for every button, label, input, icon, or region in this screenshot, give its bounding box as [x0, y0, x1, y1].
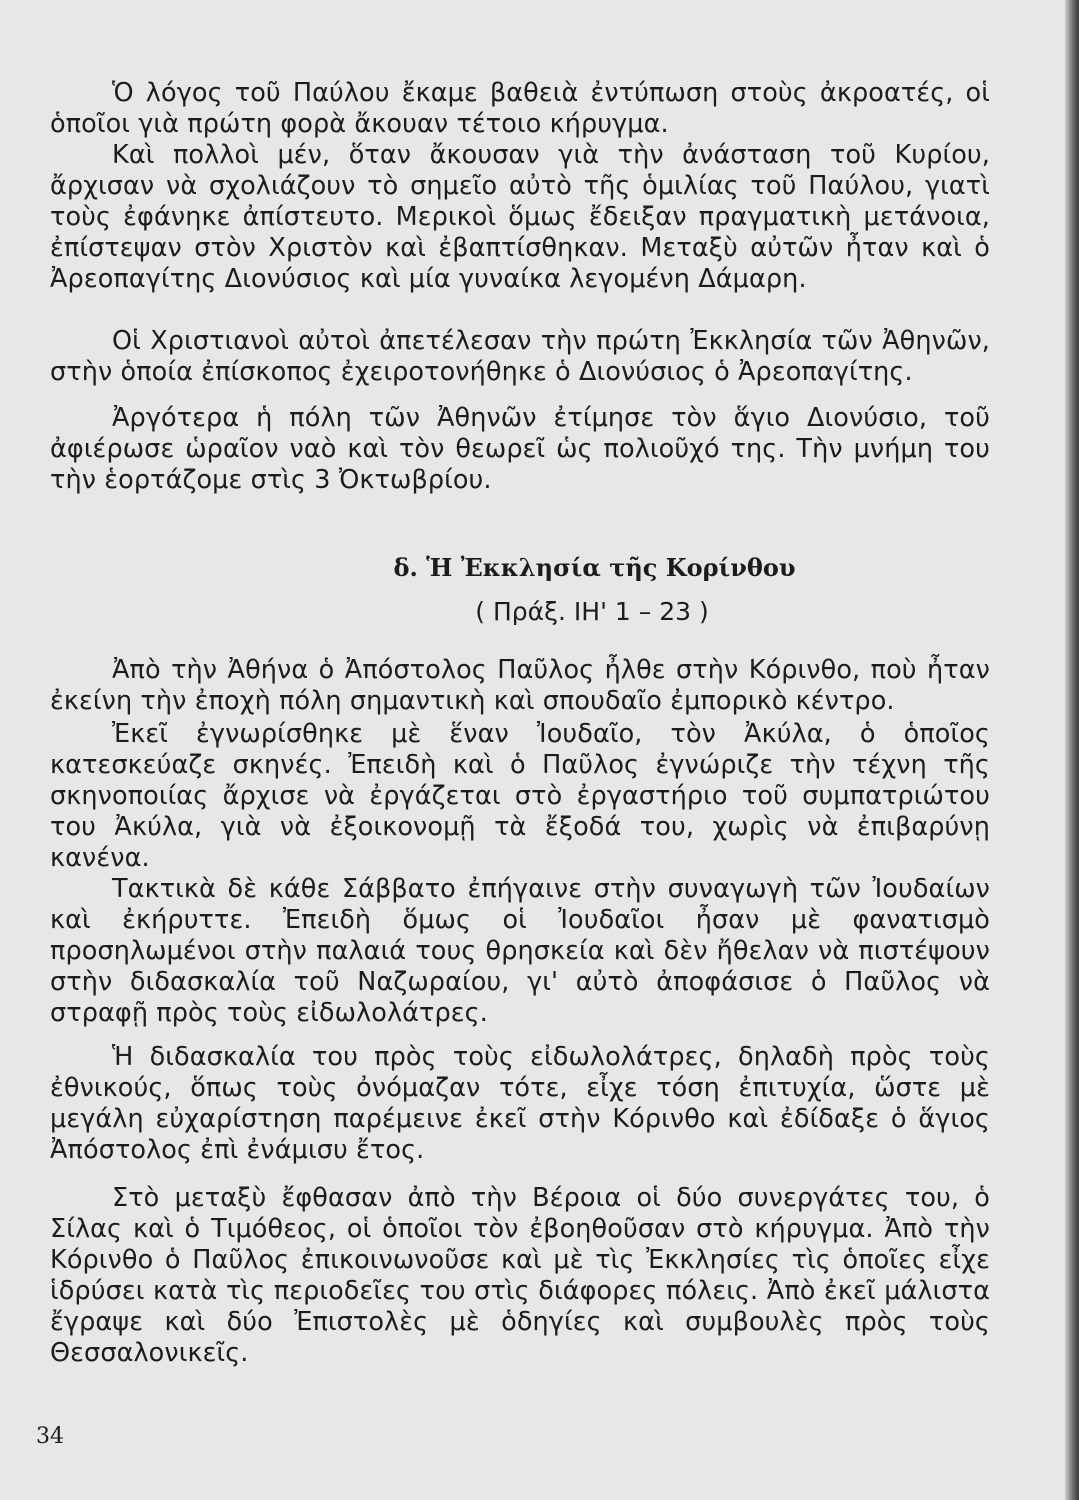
- section-title: δ. Ἡ Ἐκκλησία τῆς Κορίνθου: [393, 553, 796, 582]
- paragraph-8: Ἡ διδασκαλία του πρὸς τοὺς εἰδωλολάτρες, δηλαδὴ πρὸς τοὺς ἐθνικούς, ὅπως τοὺς ὀνόμαζαν τότε, εἶχε τόση ἐπιτυχία, ὥστε μὲ μεγάλη εὐχαρίστηση παρέμεινε ἐκεῖ στὴν Κόρινθο καὶ ἐδίδαξε ὁ ἅγιος Ἀπόστολος ἐπὶ ἐνάμισυ ἔτος.: [50, 1042, 990, 1165]
- paragraph-5: Ἀπὸ τὴν Ἀθήνα ὁ Ἀπόστολος Παῦλος ἦλθε στὴν Κόρινθο, ποὺ ἦταν ἐκείνη τὴν ἐποχὴ πόλη σημαντικὴ καὶ σπουδαῖο ἐμπορικὸ κέντρο.: [50, 655, 990, 716]
- paragraph-9: Στὸ μεταξὺ ἔφθασαν ἀπὸ τὴν Βέροια οἱ δύο συνεργάτες του, ὁ Σίλας καὶ ὁ Τιμόθεος, οἱ ὁποῖοι τὸν ἐβοηθοῦσαν στὸ κήρυγμα. Ἀπὸ τὴν Κόρινθο ὁ Παῦλος ἐπικοινωνοῦσε καὶ μὲ τὶς Ἐκκλησίες τὶς ὁποῖες εἶχε ἱδρύσει κατὰ τὶς περιοδεῖες του στὶς διάφορες πόλεις. Ἀπὸ ἐκεῖ μάλιστα ἔγραψε καὶ δύο Ἐπιστολὲς μὲ ὁδηγίες καὶ συμβουλὲς πρὸς τοὺς Θεσσαλονικεῖς.: [50, 1183, 990, 1368]
- section-reference: ( Πράξ. ΙΗ' 1 – 23 ): [475, 597, 709, 626]
- paragraph-6: Ἐκεῖ ἐγνωρίσθηκε μὲ ἕναν Ἰουδαῖο, τὸν Ἀκύλα, ὁ ὁποῖος κατεσκεύαζε σκηνές. Ἐπειδὴ καὶ ὁ Παῦλος ἐγνώριζε τὴν τέχνη τῆς σκηνοποιίας ἄρχισε νὰ ἐργάζεται στὸ ἐργαστήριο τοῦ συμπατριώτου του Ἀκύλα, γιὰ νὰ ἐξοικονομῇ τὰ ἔξοδά του, χωρὶς νὰ ἐπιβαρύνῃ κανένα.: [50, 719, 990, 873]
- paragraph-1: Ὁ λόγος τοῦ Παύλου ἔκαμε βαθειὰ ἐντύπωση στοὺς ἀκροατές, οἱ ὁποῖοι γιὰ πρώτη φορὰ ἄκουαν τέτοιο κήρυγμα.: [50, 78, 990, 139]
- paragraph-2: Καὶ πολλοὶ μέν, ὅταν ἄκουσαν γιὰ τὴν ἀνάσταση τοῦ Κυρίου, ἄρχισαν νὰ σχολιάζουν τὸ σημεῖο αὐτὸ τῆς ὁμιλίας τοῦ Παύλου, γιατὶ τοὺς ἐφάνηκε ἀπίστευτο. Μερικοὶ ὅμως ἔδειξαν πραγματικὴ μετάνοια, ἐπίστεψαν στὸν Χριστὸν καὶ ἐβαπτίσθηκαν. Μεταξὺ αὐτῶν ἦταν καὶ ὁ Ἀρεοπαγίτης Διονύσιος καὶ μία γυναίκα λεγομένη Δάμαρη.: [50, 140, 990, 294]
- paragraph-3: Οἱ Χριστιανοὶ αὐτοὶ ἀπετέλεσαν τὴν πρώτη Ἐκκλησία τῶν Ἀθηνῶν, στὴν ὁποία ἐπίσκοπος ἐχειροτονήθηκε ὁ Διονύσιος ὁ Ἀρεοπαγίτης.: [50, 326, 990, 387]
- page-number: 34: [36, 1424, 64, 1449]
- paragraph-4: Ἀργότερα ἡ πόλη τῶν Ἀθηνῶν ἐτίμησε τὸν ἅγιο Διονύσιο, τοῦ ἀφιέρωσε ὡραῖον ναὸ καὶ τὸν θεωρεῖ ὡς πολιοῦχό της. Τὴν μνήμη του τὴν ἑορτάζομε στὶς 3 Ὀκτωβρίου.: [50, 403, 990, 495]
- paragraph-7: Τακτικὰ δὲ κάθε Σάββατο ἐπήγαινε στὴν συναγωγὴ τῶν Ἰουδαίων καὶ ἐκήρυττε. Ἐπειδὴ ὅμως οἱ Ἰουδαῖοι ἦσαν μὲ φανατισμὸ προσηλωμένοι στὴν παλαιά τους θρησκεία καὶ δὲν ἤθελαν νὰ πιστέψουν στὴν διδασκαλία τοῦ Ναζωραίου, γι' αὐτὸ ἀποφάσισε ὁ Παῦλος νὰ στραφῇ πρὸς τοὺς εἰδωλολάτρες.: [50, 874, 990, 1028]
- page-edge-shadow: [1065, 0, 1079, 1500]
